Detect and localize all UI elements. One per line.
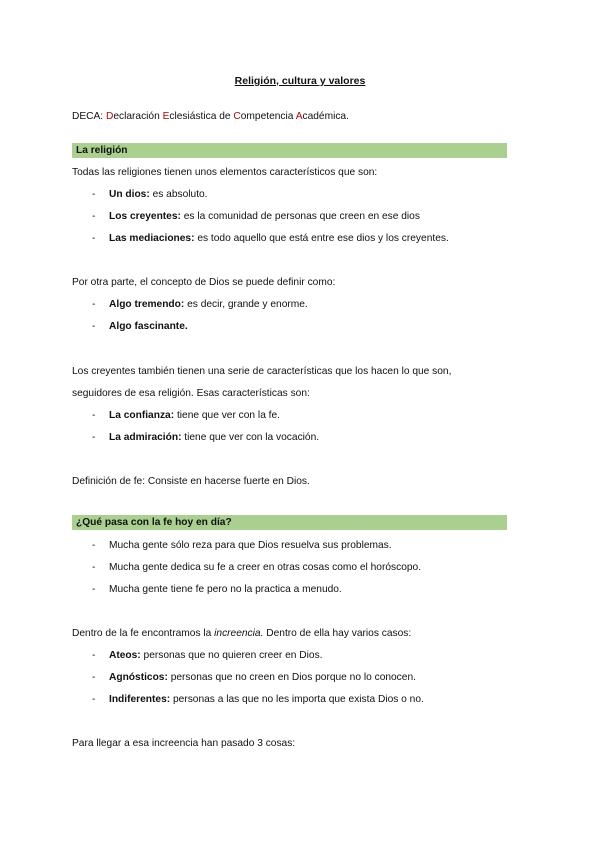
list-item [92, 410, 281, 421]
deca-line [72, 111, 349, 122]
bullet-dash: - [92, 562, 96, 573]
item-desc: tiene que ver con la vocación. [181, 432, 320, 443]
item-desc: personas a las que no les importa que exista Dios o no. [170, 694, 424, 705]
list-item [92, 562, 422, 573]
bullet-dash: - [92, 410, 96, 421]
list-item [92, 694, 424, 705]
bullet-dash: - [92, 233, 96, 244]
deca-initial-d: D [105, 111, 114, 122]
unbelief-word: increencia. [214, 628, 264, 639]
item-term: Los creyentes: [109, 211, 181, 222]
item-desc: tiene que ver con la fe. [174, 410, 281, 421]
list-item [92, 432, 320, 443]
deca-rest-d: eclaración [113, 111, 163, 122]
list-item [92, 299, 308, 310]
item-desc: es la comunidad de personas que creen en ese dios [180, 211, 420, 222]
deca-prefix: DECA: [72, 111, 106, 122]
item-desc: es todo aquello que está entre ese dios y los creyentes. [194, 233, 449, 244]
list-item [92, 189, 208, 200]
deca-initial-e: E [162, 111, 170, 122]
bullet-dash: - [92, 694, 96, 705]
list-item [92, 211, 420, 222]
bullet-dash: - [92, 299, 96, 310]
item-term: Indiferentes: [109, 694, 171, 705]
believers-line-1: Los creyentes también tienen una serie de características que los hacen lo que son, [72, 366, 452, 377]
believers-line-2: seguidores de esa religión. Esas características son: [72, 388, 310, 399]
deca-initial-a: A [295, 111, 303, 122]
bullet-dash: - [92, 540, 96, 551]
bullet-dash: - [92, 650, 96, 661]
unbelief-post: Dentro de ella hay varios casos: [263, 628, 412, 639]
list-item [92, 540, 392, 551]
bullet-dash: - [92, 584, 96, 595]
bullet-dash: - [92, 432, 96, 443]
closing-line: Para llegar a esa increencia han pasado 3 cosas: [72, 738, 296, 749]
list-item [92, 584, 342, 595]
list-item [92, 321, 188, 332]
item-term: Agnósticos: [109, 672, 168, 683]
bullet-dash: - [92, 189, 96, 200]
list-item [92, 233, 449, 244]
item-term: La confianza: [109, 410, 175, 421]
deca-initial-c: C [233, 111, 241, 122]
item-term: Las mediaciones: [109, 233, 195, 244]
item-desc: es decir, grande y enorme. [184, 299, 308, 310]
item-term: La admiración: [109, 432, 182, 443]
faith-definition: Definición de fe: Consiste en hacerse fuerte en Dios. [72, 476, 310, 487]
item-desc: es absoluto. [149, 189, 208, 200]
deca-rest-c: ompetencia [240, 111, 296, 122]
item-desc: personas que no creen en Dios porque no lo conocen. [167, 672, 416, 683]
bullet-dash: - [92, 321, 96, 332]
unbelief-intro [72, 628, 411, 639]
item-term: Ateos: [109, 650, 141, 661]
deca-rest-e: clesiástica de [169, 111, 234, 122]
unbelief-pre: Dentro de la fe encontramos la [72, 628, 215, 639]
item-text: Mucha gente sólo reza para que Dios resuelva sus problemas. [109, 540, 392, 551]
deca-rest-a: cadémica. [302, 111, 349, 122]
item-term: Algo fascinante. [109, 321, 188, 332]
document-title: Religión, cultura y valores [234, 75, 366, 87]
list-item [92, 650, 323, 661]
section-heading-faith-today: ¿Qué pasa con la fe hoy en día? [72, 515, 507, 530]
bullet-dash: - [92, 672, 96, 683]
god-intro: Por otra parte, el concepto de Dios se puede definir como: [72, 277, 336, 288]
item-term: Un dios: [109, 189, 150, 200]
item-text: Mucha gente tiene fe pero no la practica a menudo. [109, 584, 342, 595]
religion-intro: Todas las religiones tienen unos elementos característicos que son: [72, 167, 378, 178]
item-desc: personas que no quieren creer en Dios. [140, 650, 323, 661]
list-item [92, 672, 416, 683]
item-term: Algo tremendo: [109, 299, 185, 310]
item-text: Mucha gente dedica su fe a creer en otras cosas como el horóscopo. [109, 562, 422, 573]
bullet-dash: - [92, 211, 96, 222]
section-heading-religion: La religión [72, 143, 507, 158]
